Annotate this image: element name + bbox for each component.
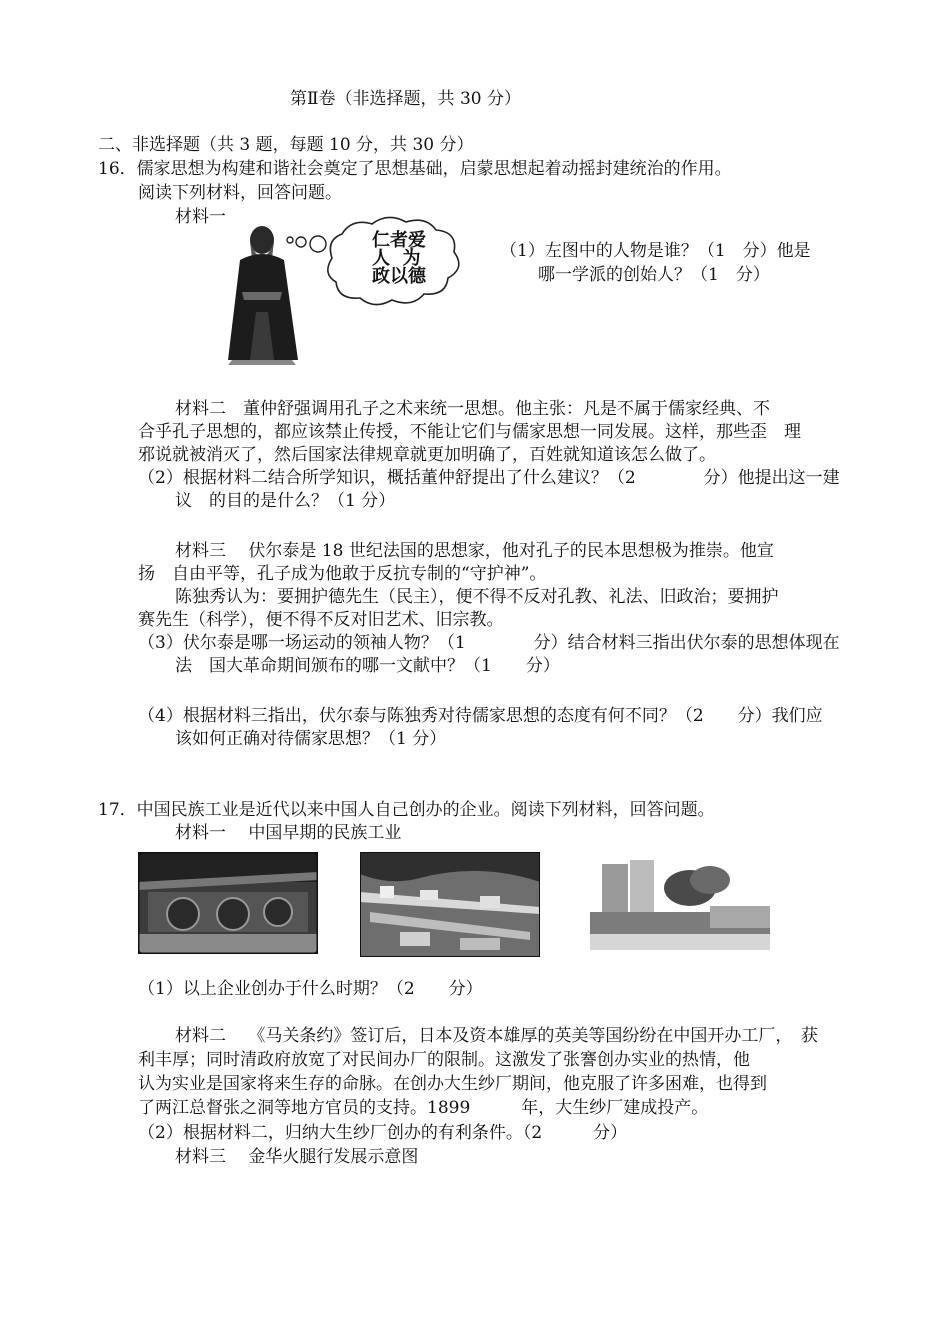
confucius-figure-icon [222, 212, 472, 367]
q17-sub1: （1）以上企业创办于什么时期？（2 分） [138, 979, 483, 999]
q16-material3-line4: 赛先生（科学），便不得不反对旧艺术、旧宗教。 [138, 610, 504, 630]
q16-sub4-line2: 该如何正确对待儒家思想？（1 分） [175, 729, 447, 749]
q17-material2-line1: 材料二 《马关条约》签订后，日本及资本雄厚的英美等国纷纷在中国开办工厂， 获 [175, 1026, 818, 1046]
q16-sub1-line1: （1）左图中的人物是谁？（1 分）他是 [500, 241, 811, 261]
q17-material1-label: 材料一 中国早期的民族工业 [175, 823, 402, 843]
bubble-line-3: 政以德 [372, 266, 426, 287]
section-header: 二、非选择题（共 3 题，每题 10 分，共 30 分） [98, 135, 474, 155]
bubble-line-2: 人 为 [372, 248, 421, 269]
factory-chimney-photo [590, 850, 770, 950]
q16-sub4-line1: （4）根据材料三指出，伏尔泰与陈独秀对待儒家思想的态度有何不同？（2 分）我们应 [138, 706, 823, 726]
q16-material3-line2: 扬 自由平等，孔子成为他敢于反抗专制的“守护神”。 [138, 564, 547, 584]
industrial-town-photo [360, 852, 540, 957]
q16-material2-line3: 邪说就被消灭了，然后国家法律规章就更加明确了，百姓就知道该怎么做了。 [138, 445, 716, 465]
q17-material2-line2: 利丰厚；同时清政府放宽了对民间办厂的限制。这激发了张謇创办实业的热情，他 [138, 1050, 750, 1070]
q16-sub2-line2: 议 的目的是什么？（1 分） [175, 491, 396, 511]
confucius-illustration [222, 212, 472, 367]
q16-sub2-line1: （2）根据材料二结合所学知识，概括董仲舒提出了什么建议？（2 分）他提出这一建 [138, 468, 840, 488]
q16-sub3-line2: 法 国大革命期间颁布的哪一文献中？（1 分） [175, 656, 560, 676]
q16-material3-line1: 材料三 伏尔泰是 18 世纪法国的思想家，他对孔子的民本思想极为推崇。他宣 [175, 541, 774, 561]
q17-material3-label: 材料三 金华火腿行发展示意图 [175, 1147, 419, 1167]
q16-stem: 16．儒家思想为构建和谐社会奠定了思想基础，启蒙思想起着动摇封建统治的作用。 [98, 159, 732, 179]
section-title: 第Ⅱ卷（非选择题，共 30 分） [290, 89, 521, 109]
q17-material2-line3: 认为实业是国家将来生存的命脉。在创办大生纱厂期间，他克服了许多困难，也得到 [138, 1074, 767, 1094]
q16-material2-line2: 合乎孔子思想的，都应该禁止传授，不能让它们与儒家思想一同发展。这样，那些歪 理 [138, 422, 801, 442]
q17-material2-line4: 了两江总督张之洞等地方官员的支持。1899 年，大生纱厂建成投产。 [138, 1098, 709, 1118]
q16-material1-label: 材料一 [175, 207, 226, 227]
factory-interior-photo [138, 852, 318, 954]
q16-material3-line3: 陈独秀认为：要拥护德先生（民主），便不得不反对孔教、礼法、旧政治；要拥护 [175, 587, 779, 607]
q16-instruction: 阅读下列材料，回答问题。 [138, 183, 342, 203]
q16-sub3-line1: （3）伏尔泰是哪一场运动的领袖人物？（1 分）结合材料三指出伏尔泰的思想体现在 [138, 633, 840, 653]
q16-material2-line1: 材料二 董仲舒强调用孔子之术来统一思想。他主张：凡是不属于儒家经典、不 [175, 399, 770, 419]
q17-sub2: （2）根据材料二，归纳大生纱厂创办的有利条件。（2 分） [138, 1123, 628, 1143]
bubble-line-1: 仁者爱 [372, 230, 426, 251]
q16-sub1-line2: 哪一学派的创始人？（1 分） [538, 265, 770, 285]
q17-stem: 17．中国民族工业是近代以来中国人自己创办的企业。阅读下列材料，回答问题。 [98, 800, 715, 820]
